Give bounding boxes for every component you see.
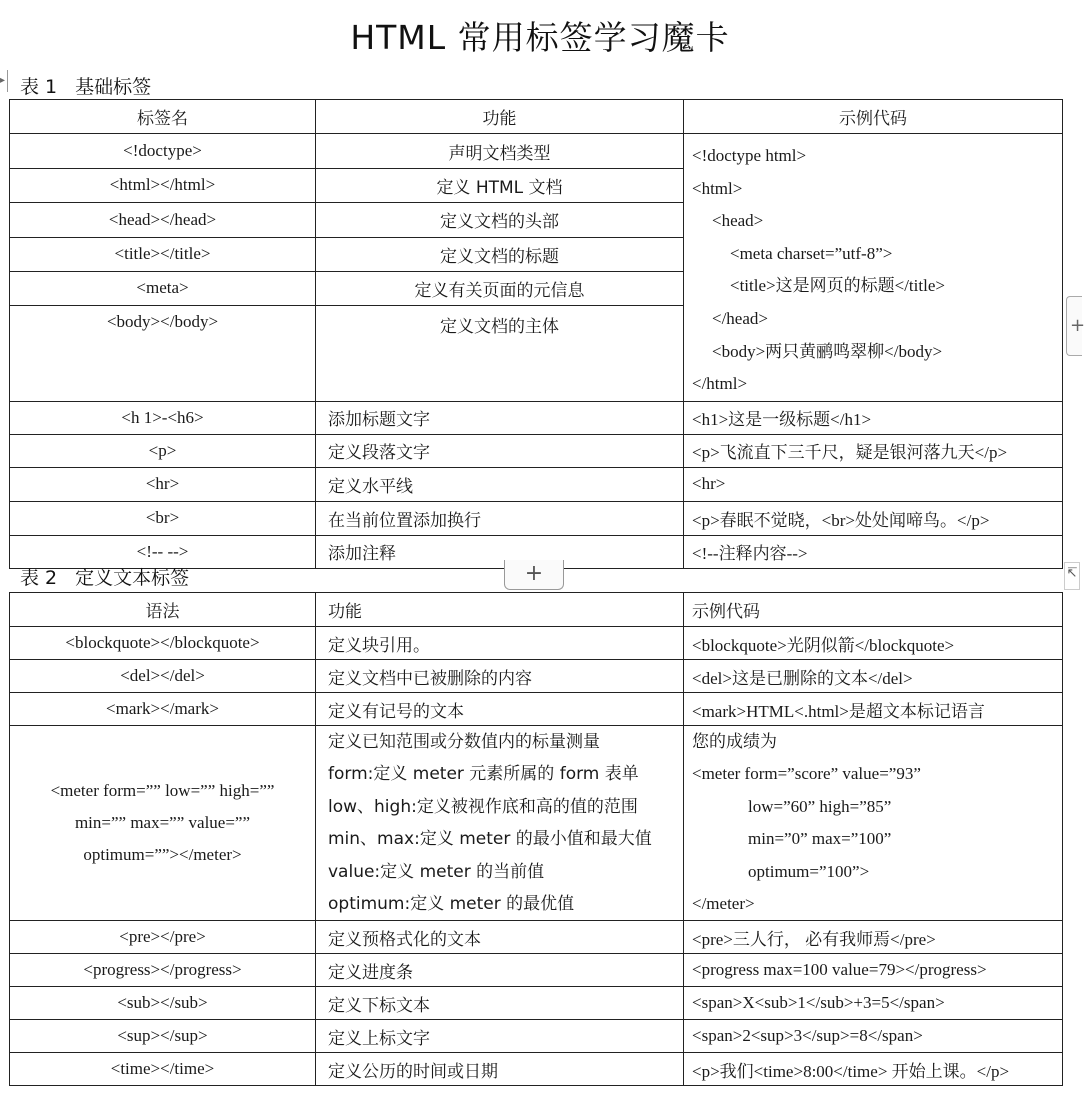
tag-cell: <meta> xyxy=(10,271,316,305)
code-line: <meter form=”score” value=”93” xyxy=(692,764,921,784)
function-cell: 定义有记号的文本 xyxy=(316,693,684,726)
example-cell: <!--注释内容--> xyxy=(684,535,1063,568)
code-line: min=”0” max=”100” xyxy=(748,829,892,849)
tag-cell: <mark></mark> xyxy=(10,693,316,726)
tag-cell: <sub></sub> xyxy=(10,987,316,1020)
function-line: 定义已知范围或分数值内的标量测量 xyxy=(328,732,600,752)
example-cell: <mark>HTML<.html>是超文本标记语言 xyxy=(684,693,1063,726)
table1-header-tag: 标签名 xyxy=(10,100,316,134)
table2-header-row xyxy=(10,593,1063,627)
table2-caption-number: 表 2 xyxy=(20,567,58,589)
example-cell: <pre>三人行， 必有我师焉</pre> xyxy=(684,921,1063,954)
code-line: <html> xyxy=(692,178,743,198)
tag-cell: <del></del> xyxy=(10,660,316,693)
table2-caption xyxy=(20,563,189,590)
tag-cell: <h 1>-<h6> xyxy=(10,401,316,434)
table-row xyxy=(10,987,1063,1020)
tag-cell: <p> xyxy=(10,434,316,467)
function-cell: 定义文档中已被删除的内容 xyxy=(316,660,684,693)
meter-function-cell xyxy=(316,726,684,921)
table1-caption xyxy=(20,72,151,99)
function-cell: 定义块引用。 xyxy=(316,627,684,660)
table-row xyxy=(10,921,1063,954)
tag-cell: <time></time> xyxy=(10,1053,316,1086)
left-collapse-marker[interactable]: ▸ xyxy=(0,70,8,92)
code-line: optimum=”100”> xyxy=(748,861,870,881)
code-line: 您的成绩为 xyxy=(692,732,777,751)
tag-cell: <title></title> xyxy=(10,237,316,271)
function-cell: 定义段落文字 xyxy=(316,434,684,467)
tag-cell: <head></head> xyxy=(10,202,316,237)
tag-cell: <sup></sup> xyxy=(10,1020,316,1053)
table1-caption-text: 基础标签 xyxy=(75,76,152,98)
function-cell: 定义预格式化的文本 xyxy=(316,921,684,954)
syntax-line: optimum=””></meter> xyxy=(83,845,242,865)
example-cell: <del>这是已删除的文本</del> xyxy=(684,660,1063,693)
table-row xyxy=(10,501,1063,535)
meter-example-cell xyxy=(684,726,1063,921)
function-cell: 定义水平线 xyxy=(316,467,684,501)
function-cell: 添加标题文字 xyxy=(316,401,684,434)
example-cell: <h1>这是一级标题</h1> xyxy=(684,401,1063,434)
syntax-line: <meter form=”” low=”” high=”” xyxy=(50,781,275,801)
function-line: optimum:定义 meter 的最优值 xyxy=(328,894,575,915)
example-code-block xyxy=(684,134,1063,402)
example-cell: <blockquote>光阴似箭</blockquote> xyxy=(684,627,1063,660)
code-line: <body>两只黄鹂鸣翠柳</body> xyxy=(712,341,943,361)
function-cell: 定义进度条 xyxy=(316,954,684,987)
table2-header-example: 示例代码 xyxy=(684,593,1063,627)
syntax-line: min=”” max=”” value=”” xyxy=(74,813,251,833)
table2-caption-text: 定义文本标签 xyxy=(75,567,190,589)
tag-cell: <br> xyxy=(10,501,316,535)
tag-cell: <blockquote></blockquote> xyxy=(10,627,316,660)
table1-header-function: 功能 xyxy=(316,100,684,134)
code-line: </meter> xyxy=(692,894,755,914)
table-row xyxy=(10,434,1063,467)
tag-cell: <hr> xyxy=(10,467,316,501)
function-cell: 定义下标文本 xyxy=(316,987,684,1020)
function-cell: 声明文档类型 xyxy=(316,134,684,169)
function-line: min、max:定义 meter 的最小值和最大值 xyxy=(328,829,652,850)
function-line: value:定义 meter 的当前值 xyxy=(328,861,545,882)
table-row xyxy=(10,401,1063,434)
table2-header-function: 功能 xyxy=(316,593,684,627)
tag-cell: <html></html> xyxy=(10,169,316,203)
table1-header-row xyxy=(10,100,1063,134)
move-handle-icon[interactable]: ↸ xyxy=(1064,562,1080,590)
table2-header-syntax: 语法 xyxy=(10,593,316,627)
table1-header-example: 示例代码 xyxy=(684,100,1063,134)
table-row-meter xyxy=(10,726,1063,921)
example-cell: <p>飞流直下三千尺，疑是银河落九天</p> xyxy=(684,434,1063,467)
example-cell: <progress max=100 value=79></progress> xyxy=(684,954,1063,987)
meter-syntax-cell xyxy=(10,726,316,921)
tag-cell: <pre></pre> xyxy=(10,921,316,954)
example-cell: <hr> xyxy=(684,467,1063,501)
code-line: </html> xyxy=(692,374,748,394)
table-row xyxy=(10,627,1063,660)
code-line: </head> xyxy=(712,308,768,328)
table-row xyxy=(10,660,1063,693)
function-cell: 定义有关页面的元信息 xyxy=(316,271,684,305)
table-row xyxy=(10,134,1063,169)
tag-cell: <progress></progress> xyxy=(10,954,316,987)
tag-cell: <!doctype> xyxy=(10,134,316,169)
code-line: <!doctype html> xyxy=(692,146,807,165)
example-cell: <p>我们<time>8:00</time> 开始上课。</p> xyxy=(684,1053,1063,1086)
tag-cell: <!-- --> xyxy=(10,535,316,568)
table-row xyxy=(10,1020,1063,1053)
page-title: HTML 常用标签学习魔卡 xyxy=(350,18,730,57)
tag-cell: <body></body> xyxy=(10,305,316,401)
side-add-icon[interactable]: + xyxy=(1066,296,1082,356)
function-cell: 定义 HTML 文档 xyxy=(316,169,684,203)
function-cell: 定义文档的标题 xyxy=(316,237,684,271)
function-cell: 定义上标文字 xyxy=(316,1020,684,1053)
example-cell: <span>2<sup>3</sup>=8</span> xyxy=(684,1020,1063,1053)
code-line: <title>这是网页的标题</title> xyxy=(730,276,945,296)
example-cell: <span>X<sub>1</sub>+3=5</span> xyxy=(684,987,1063,1020)
table-basic-tags xyxy=(9,99,1063,569)
function-cell: 定义文档的主体 xyxy=(316,305,684,401)
table-row xyxy=(10,1053,1063,1086)
table-row xyxy=(10,467,1063,501)
add-row-button[interactable]: + xyxy=(504,560,564,590)
code-line: <meta charset=”utf-8”> xyxy=(730,243,893,263)
table-text-tags xyxy=(9,592,1063,1086)
table-row xyxy=(10,954,1063,987)
function-line: form:定义 meter 元素所属的 form 表单 xyxy=(328,764,639,785)
code-line: <head> xyxy=(712,211,764,231)
table-row xyxy=(10,693,1063,726)
function-line: low、high:定义被视作底和高的值的范围 xyxy=(328,796,638,817)
function-cell: 定义文档的头部 xyxy=(316,202,684,237)
example-cell: <p>春眠不觉晓，<br>处处闻啼鸟。</p> xyxy=(684,501,1063,535)
function-cell: 定义公历的时间或日期 xyxy=(316,1053,684,1086)
table1-caption-number: 表 1 xyxy=(20,76,58,98)
function-cell: 添加注释 xyxy=(316,535,684,568)
code-line: low=”60” high=”85” xyxy=(748,796,892,816)
function-cell: 在当前位置添加换行 xyxy=(316,501,684,535)
